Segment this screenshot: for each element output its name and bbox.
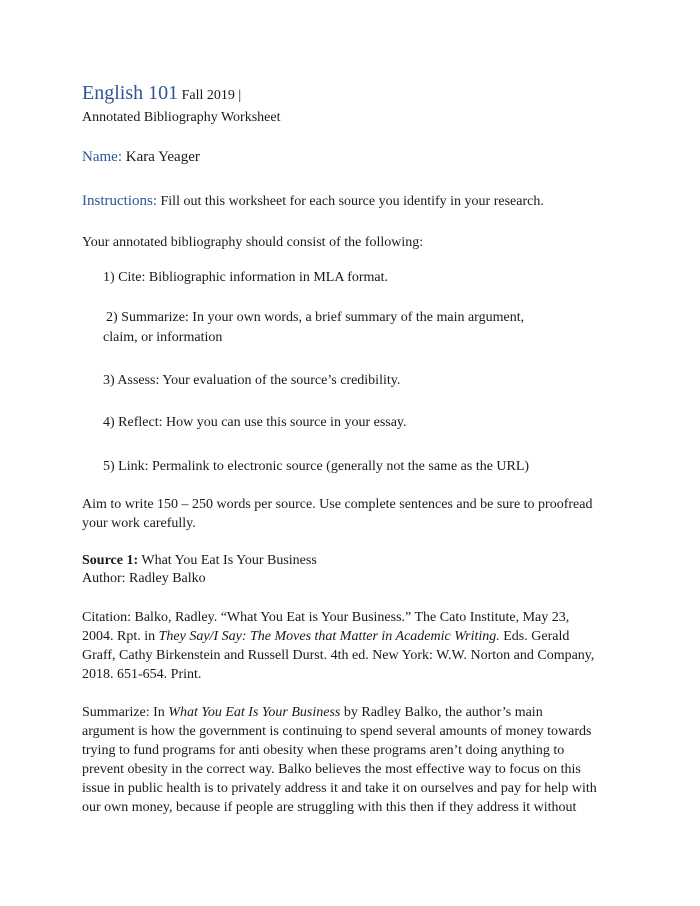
aim-line-2: your work carefully. xyxy=(82,516,196,531)
aim-line-1: Aim to write 150 – 250 words per source. Use complete sentences and be sure to proofread xyxy=(82,497,593,512)
source-label: Source 1: xyxy=(82,553,139,568)
step-cite: 1) Cite: Bibliographic information in MLA format. xyxy=(103,270,389,285)
step-assess: 3) Assess: Your evaluation of the source’s credibility. xyxy=(103,373,401,388)
citation-book-title: They Say/I Say: The Moves that Matter in Academic Writing. xyxy=(158,629,500,644)
citation-line-3: Graff, Cathy Birkenstein and Russell Durst. 4th ed. New York: W.W. Norton and Company, xyxy=(82,648,595,663)
student-name: Kara Yeager xyxy=(125,149,200,165)
instructions-line xyxy=(82,192,544,211)
summary-line-1 xyxy=(82,704,543,722)
summary-line-2: argument is how the government is continuing to spend several amounts of money towards xyxy=(82,724,592,739)
name-line xyxy=(82,148,200,166)
term-label: Fall 2019 | xyxy=(181,88,242,103)
course-title: English 101 xyxy=(82,82,179,104)
header-title-line xyxy=(82,84,241,105)
summary-pre: Summarize: In xyxy=(82,705,165,720)
instructions-label: Instructions: xyxy=(82,193,157,209)
citation-line-1: Citation: Balko, Radley. “What You Eat is Your Business.” The Cato Institute, May 23, xyxy=(82,610,570,625)
summary-line-6: our own money, because if people are struggling with this then if they address it without xyxy=(82,800,577,815)
worksheet-subtitle: Annotated Bibliography Worksheet xyxy=(82,110,281,125)
name-label: Name: xyxy=(82,149,122,165)
summary-line-3: trying to fund programs for anti obesity when these programs aren’t doing anything to xyxy=(82,743,565,758)
step-summarize: 2) Summarize: In your own words, a brief summary of the main argument, xyxy=(106,310,525,325)
instructions-text: Fill out this worksheet for each source you identify in your research. xyxy=(160,194,544,209)
step-summarize-cont: claim, or information xyxy=(103,330,223,345)
summary-line-5: issue in public health is to privately address it and take it on ourselves and pay for help with xyxy=(82,781,597,796)
citation-post: Eds. Gerald xyxy=(503,629,570,644)
intro-text: Your annotated bibliography should consist of the following: xyxy=(82,235,424,250)
step-reflect: 4) Reflect: How you can use this source in your essay. xyxy=(103,415,407,430)
citation-line-4: 2018. 651-654. Print. xyxy=(82,667,202,682)
summary-italic-title: What You Eat Is Your Business xyxy=(168,705,341,720)
source-author: Author: Radley Balko xyxy=(82,571,206,586)
source-title: What You Eat Is Your Business xyxy=(141,553,317,568)
citation-line-2 xyxy=(82,628,569,646)
summary-post: by Radley Balko, the author’s main xyxy=(343,705,543,720)
summary-line-4: prevent obesity in the correct way. Balko believes the most effective way to focus on this xyxy=(82,762,581,777)
citation-pre: 2004. Rpt. in xyxy=(82,629,156,644)
step-link: 5) Link: Permalink to electronic source (generally not the same as the URL) xyxy=(103,459,530,474)
source-heading xyxy=(82,552,317,570)
